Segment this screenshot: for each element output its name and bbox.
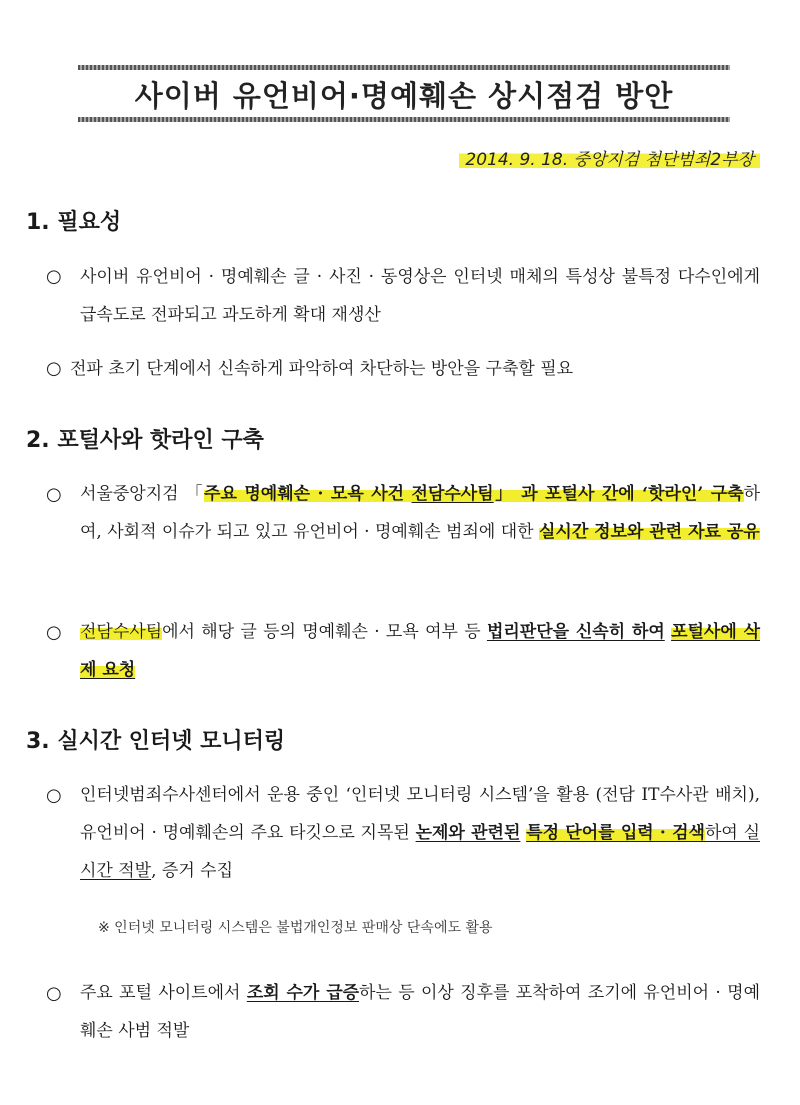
title-rule-top [78, 65, 730, 70]
text-segment: 논제와 관련된 [415, 823, 521, 843]
bullet-marker: ○ [46, 983, 62, 1004]
text-segment: 하는 등 이상 징후를 포착하여 조기에 유언비어 · 명예훼손 사범 적발 [80, 983, 760, 1041]
text-segment: 포털사에 삭제 요청 [80, 622, 760, 680]
section-heading-2: 2. 포털사와 핫라인 구축 [26, 428, 264, 453]
bullet-paragraph [80, 258, 760, 334]
text-segment: 인터넷범죄수사센터에서 운용 중인 ‘인터넷 모니터링 시스템’을 활용 (전담 IT수사관 배치), 유언비어 · 명예훼손의 주요 타깃으로 지목된 [80, 785, 760, 843]
text-segment: 서울중앙지검 「 [80, 484, 205, 504]
bullet-paragraph [70, 350, 770, 388]
bullet-paragraph [80, 974, 760, 1050]
text-segment: 주요 포털 사이트에서 [80, 983, 247, 1003]
text-segment: 사이버 유언비어 · 명예훼손 글 · 사진 · 동영상은 인터넷 매체의 특성상 불특정 다수인에게 급속도로 전파되고 과도하게 확대 재생산 [80, 267, 760, 325]
text-segment: , 증거 수집 [151, 861, 233, 881]
date-author-line: 2014. 9. 18. 중앙지검 첨단범죄2부장 [459, 145, 760, 170]
title-box [78, 65, 730, 122]
text-segment: 」 과 포털사 간에 ‘핫라인’ 구축 [493, 484, 744, 504]
document-title: 사이버 유언비어·명예훼손 상시점검 방안 [134, 79, 674, 113]
bullet-paragraph [80, 776, 760, 890]
text-segment: 법리판단을 신속히 하여 [486, 622, 665, 642]
bullet-marker: ○ [46, 358, 62, 379]
title-rule-bottom [78, 117, 730, 122]
bullet-marker: ○ [46, 266, 62, 287]
bullet-marker: ○ [46, 484, 62, 505]
text-segment: 전담수사팀 [411, 484, 494, 504]
text-segment: 특정 단어를 입력 · 검색 [526, 823, 705, 843]
bullet-marker: ○ [46, 622, 62, 643]
text-segment: 전파 초기 단계에서 신속하게 파악하여 차단하는 방안을 구축할 필요 [70, 359, 574, 379]
text-segment: 하여, 사회적 이슈가 되고 있고 유언비어 · 명예훼손 범죄에 대한 [80, 484, 761, 542]
text-segment: 조회 수가 급증 [246, 983, 360, 1003]
text-segment: 주요 명예훼손 · 모욕 사건 [204, 484, 412, 504]
section-heading-3: 3. 실시간 인터넷 모니터링 [26, 729, 286, 754]
bullet-paragraph [80, 613, 760, 689]
text-segment: 에서 해당 글 등의 명예훼손 · 모욕 여부 등 [162, 622, 487, 642]
bullet-paragraph [80, 475, 760, 551]
note-text: ※ 인터넷 모니터링 시스템은 불법개인정보 판매상 단속에도 활용 [98, 920, 493, 936]
section-heading-1: 1. 필요성 [26, 210, 122, 235]
text-segment: 하여 실시간 적발 [80, 823, 761, 881]
text-segment: 전담수사팀 [80, 622, 163, 642]
bullet-marker: ○ [46, 785, 62, 806]
text-segment: 실시간 정보와 관련 자료 공유 [538, 522, 760, 542]
